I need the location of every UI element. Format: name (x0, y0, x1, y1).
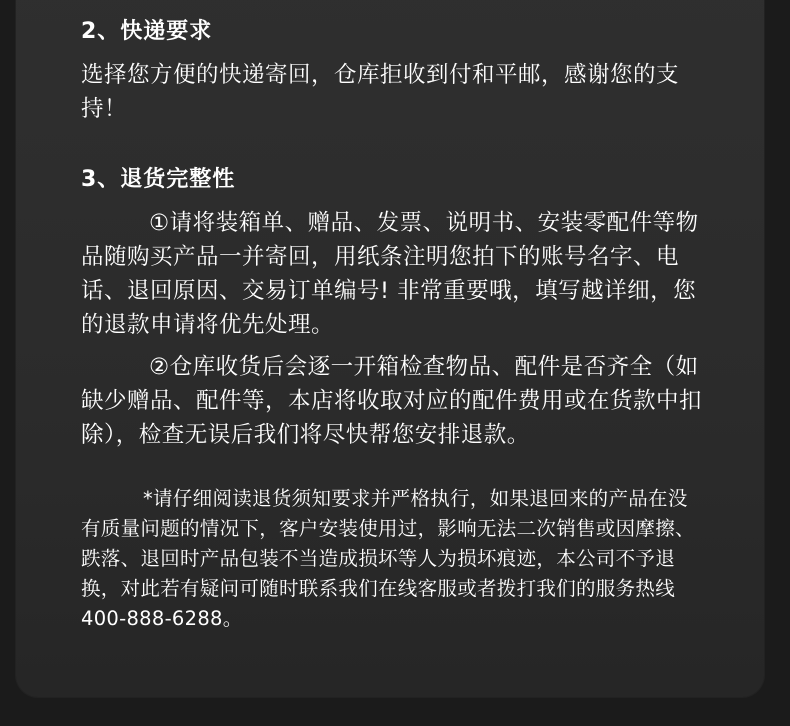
section-2-body: 选择您方便的快递寄回，仓库拒收到付和平邮，感谢您的支持！ (81, 62, 680, 122)
section-3-item-2: ②仓库收货后会逐一开箱检查物品、配件是否齐全（如缺少赠品、配件等，本店将收取对应的配件费用或在货款中扣除），检查无误后我们将尽快帮您安排退款。 (81, 354, 703, 448)
return-policy-note: *请仔细阅读退货须知要求并严格执行，如果退回来的产品在没有质量问题的情况下，客户安装使用过，影响无法二次销售或因摩擦、跌落、退回时产品包装不当造成损坏等人为损坏痕迹，本公司不予退换，对此若有疑问可随时联系我们在线客服或者拨打我们的服务热线400-888-6288。 (81, 487, 695, 630)
section-3-heading: 3、退货完整性 (81, 167, 236, 192)
section-2-heading: 2、快递要求 (81, 19, 213, 44)
section-3-item-1: ①请将装箱单、赠品、发票、说明书、安装零配件等物品随购买产品一并寄回，用纸条注明您拍下的账号名字、电话、退回原因、交易订单编号! 非常重要哦，填写越详细，您的退款申请将优先处理。 (81, 210, 699, 338)
